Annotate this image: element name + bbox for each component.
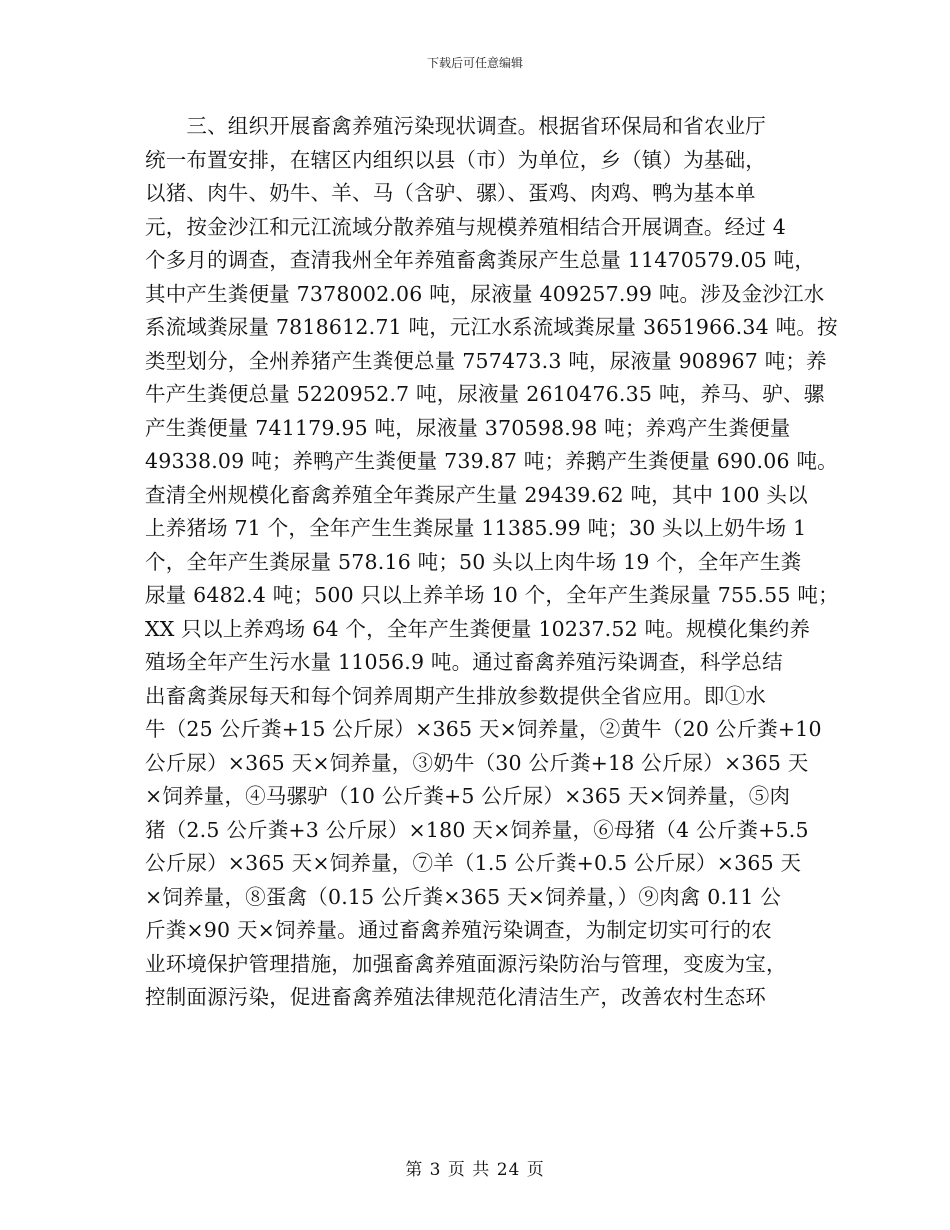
text-line: 系流域粪尿量 7818612.71 吨，元江水系流域粪尿量 3651966.34 吨。按 — [145, 315, 838, 339]
text-line: 查清全州规模化畜禽养殖全年粪尿产生量 29439.62 吨，其中 100 头以 — [145, 482, 808, 507]
page-number: 第 3 页 共 24 页 — [405, 1160, 545, 1180]
text-line: 公斤尿）×365 天×饲养量，⑦羊（1.5 公斤粪+0.5 公斤尿）×365 天 — [145, 851, 802, 875]
text-line: 牛产生粪便总量 5220952.7 吨，尿液量 2610476.35 吨，养马、驴、骡 — [145, 382, 825, 406]
text-line: 元，按金沙江和元江流域分散养殖与规模养殖相结合开展调查。经过 4 — [145, 214, 786, 239]
text-line: ×饲养量，⑧蛋禽（0.15 公斤粪×365 天×饲养量，）⑨肉禽 0.11 公 — [145, 884, 782, 909]
text-line: 公斤尿）×365 天×饲养量，③奶牛（30 公斤粪+18 公斤尿）×365 天 — [145, 750, 809, 775]
body-text — [145, 110, 839, 1015]
text-line: 斤粪×90 天×饲养量。通过畜禽养殖污染调查，为制定切实可行的农 — [145, 918, 772, 942]
text-line: 产生粪便量 741179.95 吨，尿液量 370598.98 吨；养鸡产生粪便量 — [145, 415, 791, 440]
text-line: 类型划分，全州养猪产生粪便总量 757473.3 吨，尿液量 908967 吨；养 — [145, 348, 827, 373]
text-line: 业环境保护管理措施，加强畜禽养殖面源污染防治与管理，变废为宝， — [145, 951, 787, 976]
text-line: 49338.09 吨；养鸭产生粪便量 739.87 吨；养鹅产生粪便量 690.06 吨。 — [145, 449, 838, 473]
text-line: 尿量 6482.4 吨；500 只以上养羊场 10 个，全年产生粪尿量 755.55 吨； — [145, 583, 839, 607]
text-line: XX 只以上养鸡场 64 个，全年产生粪便量 10237.52 吨。规模化集约养 — [145, 616, 811, 641]
text-line: 其中产生粪便量 7378002.06 吨，尿液量 409257.99 吨。涉及金沙江水 — [145, 281, 825, 306]
text-line: ×饲养量，④马骡驴（10 公斤粪+5 公斤尿）×365 天×饲养量，⑤肉 — [145, 784, 791, 808]
text-line: 个多月的调查，查清我州全年养殖畜禽粪尿产生总量 11470579.05 吨， — [145, 248, 816, 272]
text-line: 控制面源污染，促进畜禽养殖法律规范化清洁生产，改善农村生态环 — [145, 985, 766, 1009]
text-line: 猪（2.5 公斤粪+3 公斤尿）×180 天×饲养量，⑥母猪（4 公斤粪+5.5 — [145, 817, 809, 842]
header-note: 下载后可任意编辑 — [426, 56, 523, 70]
text-line: 牛（25 公斤粪+15 公斤尿）×365 天×饲养量，②黄牛（20 公斤粪+10 — [145, 717, 822, 741]
text-line: 三、组织开展畜禽养殖污染现状调查。根据省环保局和省农业厅 — [145, 114, 766, 138]
text-line: 上养猪场 71 个，全年产生生粪尿量 11385.99 吨；30 头以上奶牛场 1 — [145, 516, 807, 540]
text-line: 个，全年产生粪尿量 578.16 吨；50 头以上肉牛场 19 个，全年产生粪 — [145, 549, 802, 574]
text-line: 以猪、肉牛、奶牛、羊、马（含驴、骡）、蛋鸡、肉鸡、鸭为基本单 — [145, 181, 756, 205]
text-line: 出畜禽粪尿每天和每个饲养周期产生排放参数提供全省应用。即①水 — [145, 683, 766, 708]
text-line: 统一布置安排，在辖区内组织以县（市）为单位，乡（镇）为基础， — [145, 147, 766, 172]
text-line: 殖场全年产生污水量 11056.9 吨。通过畜禽养殖污染调查，科学总结 — [145, 650, 783, 674]
